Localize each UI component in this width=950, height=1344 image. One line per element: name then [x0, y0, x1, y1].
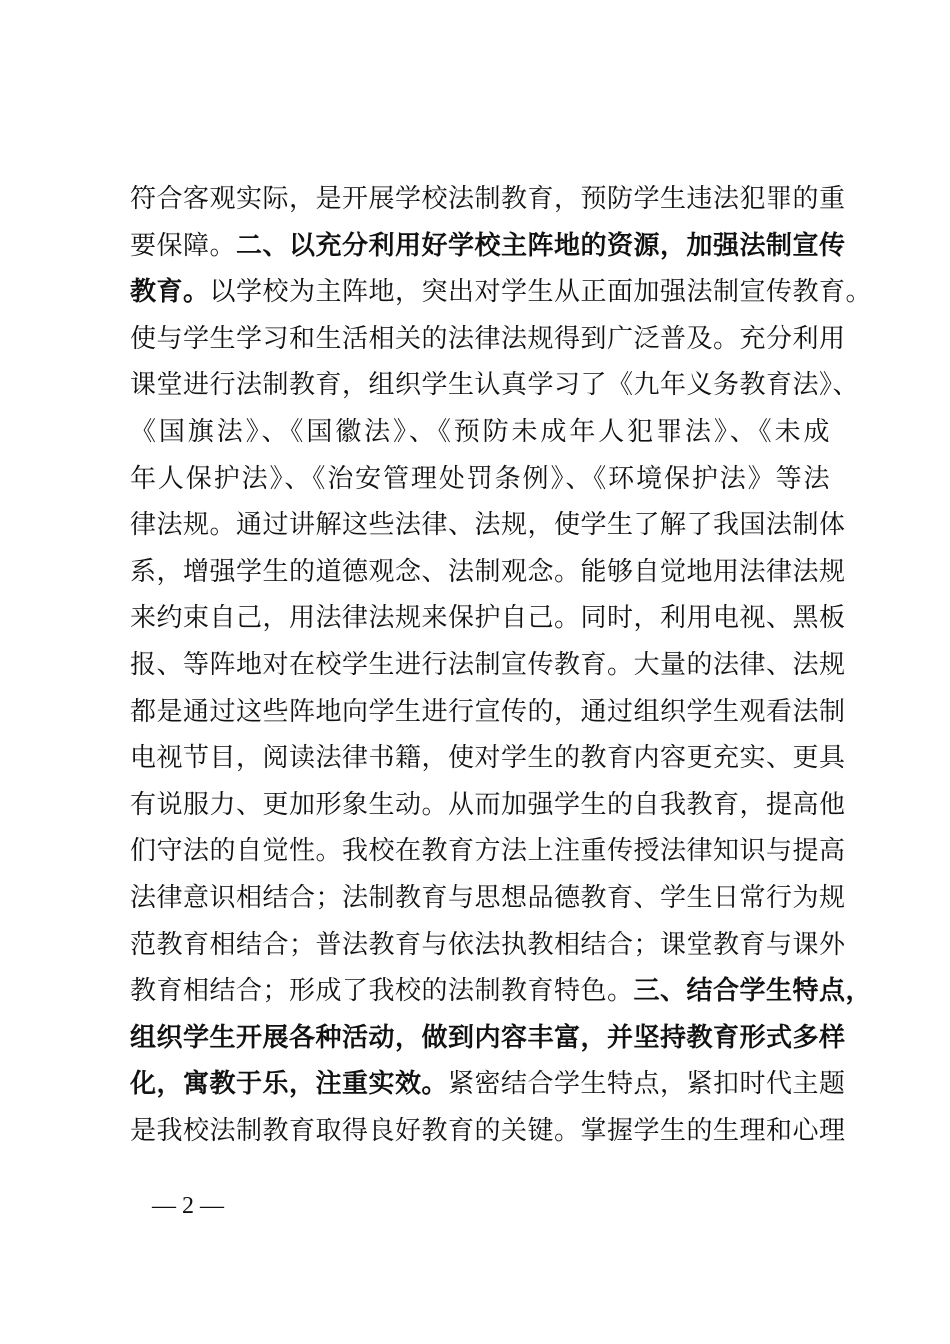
- body-text: 符合客观实际，是开展学校法制教育，预防学生违法犯罪的重: [130, 184, 846, 214]
- body-text: 课堂进行法制教育，组织学生认真学习了《九年义务教育法》、: [130, 370, 860, 401]
- text-line: [130, 456, 830, 503]
- text-line: [130, 828, 846, 875]
- bold-heading-text: 组织学生开展各种活动，做到内容丰富，并坚持教育形式多样: [130, 1022, 846, 1053]
- text-line: [130, 362, 860, 409]
- body-text: 都是通过这些阵地向学生进行宣传的，通过组织学生观看法制: [130, 696, 846, 727]
- document-body: [130, 176, 873, 1154]
- text-line: [130, 735, 846, 782]
- page-number: — 2 —: [152, 1193, 224, 1219]
- body-text: 年人保护法》、《治安管理处罚条例》、《环境保护法》等法: [130, 463, 830, 494]
- body-text: 有说服力、更加形象生动。从而加强学生的自我教育，提高他: [130, 789, 846, 820]
- text-line: [130, 968, 873, 1015]
- bold-heading-text: 三、结合学生特点，: [633, 976, 873, 1007]
- bold-heading-text: 二、以充分利用好学校主阵地的资源，加强法制宣传: [236, 230, 846, 261]
- body-text: 律法规。通过讲解这些法律、法规，使学生了解了我国法制体: [130, 510, 846, 541]
- text-line: [130, 1015, 846, 1062]
- body-text: 范教育相结合；普法教育与依法执教相结合；课堂教育与课外: [130, 929, 846, 960]
- text-line: [130, 223, 846, 270]
- text-line: [130, 269, 873, 316]
- body-text: 教育相结合；形成了我校的法制教育特色。: [130, 976, 634, 1007]
- body-text: 以学校为主阵地，突出对学生从正面加强法制宣传教育。: [209, 277, 873, 308]
- bold-heading-text: 教育。: [130, 277, 210, 308]
- text-line: [130, 1061, 846, 1108]
- body-text: 电视节目，阅读法律书籍，使对学生的教育内容更充实、更具: [130, 743, 846, 774]
- text-line: [130, 1108, 846, 1155]
- text-line: [130, 642, 846, 689]
- text-line: [130, 409, 830, 456]
- bold-heading-text: 化，寓教于乐，注重实效。: [130, 1069, 449, 1100]
- body-text: 紧密结合学生特点，紧扣时代主题: [448, 1069, 846, 1100]
- text-line: [130, 922, 846, 969]
- text-line: [130, 875, 846, 922]
- text-line: [130, 176, 846, 223]
- text-line: [130, 316, 846, 363]
- body-text: 系，增强学生的道德观念、法制观念。能够自觉地用法律法规: [130, 556, 846, 587]
- body-text: 报、等阵地对在校学生进行法制宣传教育。大量的法律、法规: [130, 649, 846, 680]
- text-line: [130, 502, 846, 549]
- body-text: 来约束自己，用法律法规来保护自己。同时，利用电视、黑板: [130, 603, 846, 634]
- text-line: [130, 595, 846, 642]
- text-line: [130, 782, 846, 829]
- body-text: 《国旗法》、《国徽法》、《预防未成年人犯罪法》、《未成: [130, 416, 830, 447]
- body-text: 要保障。: [130, 230, 237, 261]
- text-line: [130, 689, 846, 736]
- body-text: 们守法的自觉性。我校在教育方法上注重传授法律知识与提高: [130, 836, 846, 867]
- body-text: 是我校法制教育取得良好教育的关键。掌握学生的生理和心理: [130, 1115, 846, 1146]
- text-line: [130, 549, 846, 596]
- body-text: 使与学生学习和生活相关的法律法规得到广泛普及。充分利用: [130, 323, 846, 354]
- body-text: 法律意识相结合；法制教育与思想品德教育、学生日常行为规: [130, 882, 846, 913]
- paragraph: [130, 176, 873, 1154]
